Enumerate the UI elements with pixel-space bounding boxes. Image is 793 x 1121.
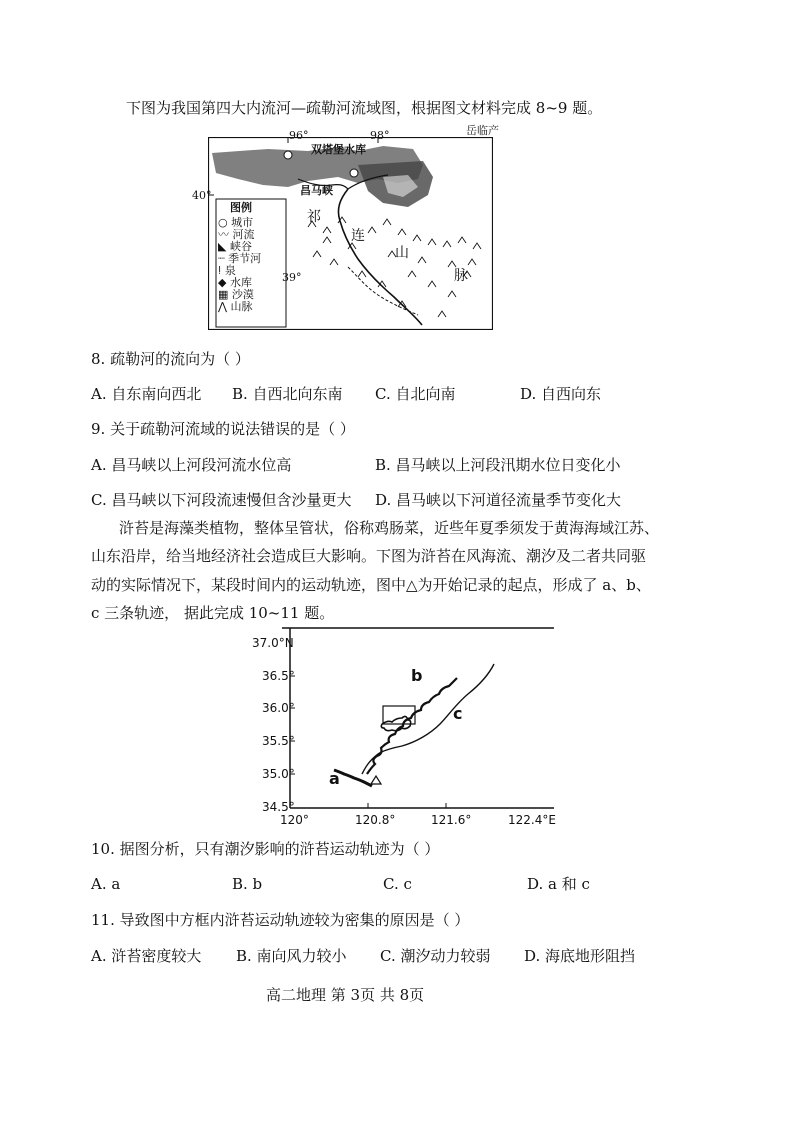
reservoir-icon: ◆ bbox=[218, 276, 230, 289]
map1-mountain-char-1: 祁 bbox=[307, 209, 321, 225]
map1-mountain-char-2: 连 bbox=[351, 228, 365, 244]
river-icon: 〰 bbox=[218, 228, 233, 241]
track-a-label: a bbox=[329, 769, 340, 788]
page-footer: 高二地理 第 3页 共 8页 bbox=[266, 986, 425, 1004]
q9-option-d: D. 昌马峡以下河道径流量季节变化大 bbox=[375, 491, 622, 509]
map2-lat-34-5: 34.5° bbox=[262, 800, 295, 814]
intro-text-2-line-2: 山东沿岸，给当地经济社会造成巨大影响。下图为浒苔在风海流、潮汐及二者共同驱 bbox=[91, 547, 647, 565]
map2-lon-120: 120° bbox=[280, 813, 309, 827]
q8-option-d: D. 自西向东 bbox=[520, 385, 602, 403]
intro-text-2-line-3: 动的实际情况下，某段时间内的运动轨迹，图中△为开始记录的起点，形成了 a、b、 bbox=[91, 576, 651, 594]
q8-option-c: C. 自北向南 bbox=[375, 385, 456, 403]
legend-item-reservoir: ◆ 水库 bbox=[218, 276, 252, 289]
map1-gorge-label: 昌马峡 bbox=[300, 184, 333, 197]
q10-option-c: C. c bbox=[383, 875, 412, 893]
map1-legend bbox=[218, 217, 280, 313]
q10-option-b: B. b bbox=[232, 875, 263, 893]
q11-option-d: D. 海底地形阻挡 bbox=[524, 947, 636, 965]
map2-lat-36-5: 36.5° bbox=[262, 669, 295, 683]
map2-lon-121-6: 121.6° bbox=[431, 813, 472, 827]
map1-mountain-char-3: 山 bbox=[395, 245, 409, 261]
intro-text-2-line-1: 浒苔是海藻类植物，整体呈管状，俗称鸡肠菜，近些年夏季须发于黄海海域江苏、 bbox=[119, 519, 660, 537]
q10-option-a: A. a bbox=[91, 875, 121, 893]
desert-icon: ▦ bbox=[218, 288, 232, 301]
legend-item-seasonal-river: ┈ 季节河 bbox=[218, 252, 262, 265]
map2-lat-35: 35.0° bbox=[262, 767, 295, 781]
q10-stem: 10. 据图分析，只有潮汐影响的浒苔运动轨迹为（ ） bbox=[91, 840, 440, 858]
spring-icon: ǃ bbox=[218, 264, 225, 277]
map1-mountain-char-4: 脉 bbox=[454, 268, 468, 284]
legend-item-river: 〰 河流 bbox=[218, 228, 255, 241]
legend-item-mountain: ⋀ 山脉 bbox=[218, 300, 253, 313]
map1-corner-text: 岳临产 bbox=[466, 124, 499, 137]
map1-lat-39: 39° bbox=[282, 271, 302, 284]
q10-option-d: D. a 和 c bbox=[527, 875, 590, 893]
q9-option-c: C. 昌马峡以下河段流速慢但含沙量更大 bbox=[91, 491, 352, 509]
map2-lat-37: 37.0°N bbox=[252, 636, 294, 650]
legend-item-spring: ǃ 泉 bbox=[218, 264, 236, 277]
map2-lat-35-5: 35.5° bbox=[262, 734, 295, 748]
intro-text-2-line-4: c 三条轨迹， 据此完成 10~11 题。 bbox=[91, 604, 335, 622]
q11-option-b: B. 南向风力较小 bbox=[236, 947, 347, 965]
legend-item-gorge: ◣ 峡谷 bbox=[218, 240, 252, 253]
track-b-label: b bbox=[411, 666, 423, 685]
legend-item-city: ○ 城市 bbox=[218, 216, 254, 229]
q11-option-c: C. 潮汐动力较弱 bbox=[380, 947, 491, 965]
map1-lon-96: 96° bbox=[289, 129, 309, 142]
map1-reservoir-label: 双塔堡水库 bbox=[311, 143, 366, 156]
q8-stem: 8. 疏勒河的流向为（ ） bbox=[91, 350, 250, 368]
legend-item-desert: ▦ 沙漠 bbox=[218, 288, 254, 301]
map2-lat-36: 36.0° bbox=[262, 701, 295, 715]
map1-legend-title: 图例 bbox=[230, 201, 252, 214]
q8-option-b: B. 自西北向东南 bbox=[232, 385, 343, 403]
q11-option-a: A. 浒苔密度较大 bbox=[91, 947, 202, 965]
map2-lon-120-8: 120.8° bbox=[355, 813, 396, 827]
q11-stem: 11. 导致图中方框内浒苔运动轨迹较为密集的原因是（ ） bbox=[91, 911, 470, 929]
map2-lon-122-4: 122.4°E bbox=[508, 813, 556, 827]
map1-lon-98: 98° bbox=[370, 129, 390, 142]
track-c-label: c bbox=[453, 704, 463, 723]
intro-text-1: 下图为我国第四大内流河—疏勒河流域图，根据图文材料完成 8~9 题。 bbox=[126, 99, 603, 117]
map1-lat-40: 40° bbox=[192, 189, 212, 202]
q9-option-b: B. 昌马峡以上河段汛期水位日变化小 bbox=[375, 456, 621, 474]
q9-option-a: A. 昌马峡以上河段河流水位高 bbox=[91, 456, 292, 474]
q8-option-a: A. 自东南向西北 bbox=[91, 385, 202, 403]
gorge-icon: ◣ bbox=[218, 240, 230, 253]
mountain-icon: ⋀ bbox=[218, 300, 231, 313]
city-icon: ○ bbox=[218, 216, 232, 229]
q9-stem: 9. 关于疏勒河流域的说法错误的是（ ） bbox=[91, 420, 355, 438]
seasonal-river-icon: ┈ bbox=[218, 252, 229, 265]
